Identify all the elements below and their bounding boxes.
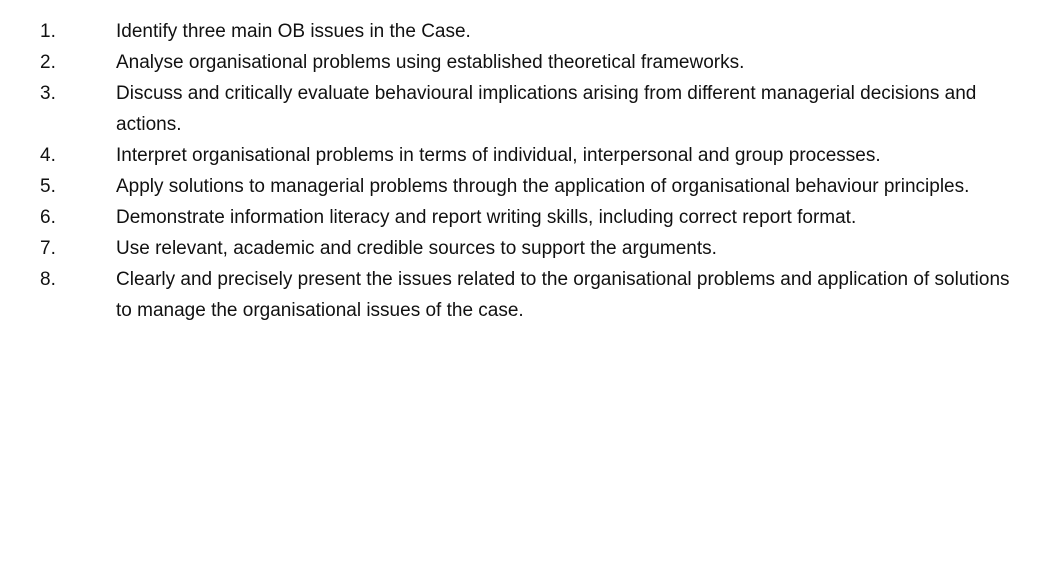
list-item-2: [0, 47, 1040, 78]
list-item-8: [0, 264, 1040, 326]
list-item-number: 8.: [40, 269, 56, 290]
list-item-6: [0, 202, 1040, 233]
list-item-text: Interpret organisational problems in terms of individual, interpersonal and group processes.: [116, 145, 881, 166]
list-item-number: 1.: [40, 21, 56, 42]
list-item-text: Apply solutions to managerial problems through the application of organisational behaviour principles.: [116, 176, 970, 197]
list-item-number: 6.: [40, 207, 56, 228]
list-item-3: [0, 78, 1040, 140]
list-item-text: Analyse organisational problems using established theoretical frameworks.: [116, 52, 745, 73]
list-item-number: 4.: [40, 145, 56, 166]
list-item-text: Use relevant, academic and credible sources to support the arguments.: [116, 238, 717, 259]
numbered-list: [0, 16, 1040, 326]
list-item-number: 5.: [40, 176, 56, 197]
list-item-number: 3.: [40, 83, 56, 104]
list-item-text: Discuss and critically evaluate behavioural implications arising from different managerial decisions and actions.: [116, 83, 977, 135]
list-item-text: Demonstrate information literacy and report writing skills, including correct report format.: [116, 207, 857, 228]
list-item-1: [0, 16, 1040, 47]
list-item-4: [0, 140, 1040, 171]
list-item-number: 2.: [40, 52, 56, 73]
list-item-text: Clearly and precisely present the issues related to the organisational problems and application of solutions to manage the organisational issues of the case.: [116, 269, 1010, 321]
list-item-5: [0, 171, 1040, 202]
list-item-text: Identify three main OB issues in the Case.: [116, 21, 471, 42]
list-item-7: [0, 233, 1040, 264]
list-item-number: 7.: [40, 238, 56, 259]
